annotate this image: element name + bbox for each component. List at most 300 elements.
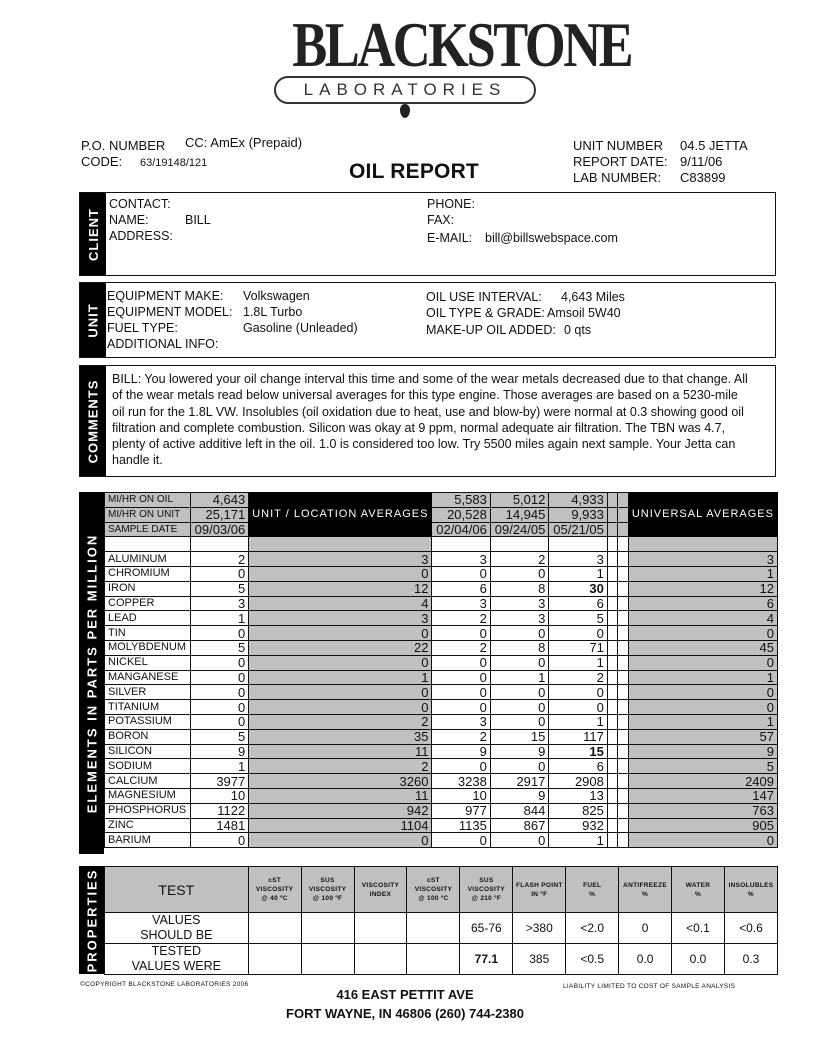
lab-number-value: C83899: [680, 170, 726, 185]
header-line: VISCOSITY: [414, 886, 453, 893]
po-number-label: P.O. NUMBER: [81, 138, 166, 153]
sample-3-value: 3: [490, 596, 549, 611]
universal-average-value: 5: [628, 759, 777, 774]
sample-4-value: 2: [549, 670, 608, 685]
sample-1-date: 02/04/06: [432, 522, 490, 537]
sample-2-value: 10: [432, 788, 490, 803]
sample-4-value: 1: [549, 714, 608, 729]
header-line: @ 40 ºC: [261, 895, 288, 902]
element-row: [105, 788, 778, 803]
sample-6-value: [618, 596, 629, 611]
sample-6-value: [618, 581, 629, 596]
sample-6-value: [618, 818, 629, 833]
element-row: [105, 655, 778, 670]
sample-5-value: [607, 552, 617, 567]
sample-3-value: 8: [490, 640, 549, 655]
property-column-header: [248, 867, 301, 913]
sample-4-value: 1: [549, 655, 608, 670]
property-value: [301, 944, 354, 975]
sample-4-mi_unit: [607, 507, 617, 522]
current-value: 10: [190, 788, 249, 803]
universal-average-value: 45: [628, 640, 777, 655]
unit-average-value: 4: [249, 596, 432, 611]
sample-6-value: [618, 611, 629, 626]
sample-3-value: 2: [490, 552, 549, 567]
unit-section: [79, 282, 776, 358]
current-sample-mi_oil: 4,643: [190, 493, 249, 508]
element-name: SILICON: [105, 744, 191, 759]
sample-2-mi_oil: 5,012: [490, 493, 549, 508]
unit-average-value: 0: [249, 833, 432, 848]
blank-cell: [249, 537, 432, 552]
sample-5-value: [607, 626, 617, 641]
makeup-oil-field: MAKE-UP OIL ADDED: 0 qts: [426, 323, 592, 337]
unit-average-value: 0: [249, 685, 432, 700]
sample-3-value: 0: [490, 655, 549, 670]
row-label: SAMPLE DATE: [105, 522, 191, 537]
property-column-header: [566, 867, 619, 913]
sample-3-value: 0: [490, 833, 549, 848]
unit-average-value: 3260: [249, 774, 432, 789]
property-value: [407, 913, 460, 944]
tested-row: [105, 944, 778, 975]
sample-4-value: 117: [549, 729, 608, 744]
header-line: SUS: [479, 877, 494, 884]
oil-drop-icon: [400, 104, 410, 118]
sample-6-value: [618, 700, 629, 715]
sample-2-value: 0: [432, 700, 490, 715]
sample-2-value: 0: [432, 655, 490, 670]
unit-average-value: 11: [249, 788, 432, 803]
element-name: TITANIUM: [105, 700, 191, 715]
sample-5-value: [607, 729, 617, 744]
sample-6-value: [618, 626, 629, 641]
property-value: <0.6: [724, 913, 777, 944]
sample-5-value: [607, 700, 617, 715]
unit-average-value: 11: [249, 744, 432, 759]
property-value: 65-76: [460, 913, 513, 944]
sample-2-value: 3238: [432, 774, 490, 789]
client-section: [79, 192, 776, 276]
client-side-label: CLIENT: [80, 193, 106, 275]
row-label: MI/HR ON UNIT: [105, 507, 191, 522]
universal-average-value: 905: [628, 818, 777, 833]
element-row: [105, 700, 778, 715]
code-value: 63/19148/121: [140, 157, 208, 169]
report-date-value: 9/11/06: [680, 154, 723, 169]
sample-3-value: 0: [490, 685, 549, 700]
property-value: <0.5: [566, 944, 619, 975]
should-be-row: [105, 913, 778, 944]
universal-average-value: 147: [628, 788, 777, 803]
sample-3-value: 0: [490, 714, 549, 729]
sample-2-value: 0: [432, 626, 490, 641]
sample-2-date: 09/24/05: [490, 522, 549, 537]
current-value: 0: [190, 685, 249, 700]
sample-2-value: 0: [432, 670, 490, 685]
header-line: @ 100 ºC: [418, 895, 449, 902]
current-value: 2: [190, 552, 249, 567]
universal-averages-header: UNIVERSAL AVERAGES: [628, 493, 777, 537]
property-value: [301, 913, 354, 944]
sample-5-value: [607, 759, 617, 774]
unit-average-value: 2: [249, 714, 432, 729]
sample-3-value: 0: [490, 566, 549, 581]
sample-3-value: 15: [490, 729, 549, 744]
header-line: VISCOSITY: [255, 886, 294, 893]
comments-side-label: COMMENTS: [80, 366, 106, 476]
current-value: 0: [190, 566, 249, 581]
sample-2-value: 2: [432, 729, 490, 744]
header-line: FLASH POINT: [515, 881, 563, 889]
current-value: 0: [190, 833, 249, 848]
sample-2-value: 977: [432, 803, 490, 818]
current-value: 3: [190, 596, 249, 611]
element-row: [105, 552, 778, 567]
sample-2-value: 2: [432, 611, 490, 626]
equipment-model-field: EQUIPMENT MODEL: 1.8L Turbo: [107, 305, 303, 319]
sample-6-value: [618, 640, 629, 655]
universal-average-value: 0: [628, 685, 777, 700]
fuel-type-field: FUEL TYPE: Gasoline (Unleaded): [107, 321, 358, 335]
element-row: [105, 774, 778, 789]
element-row: [105, 729, 778, 744]
label-line: VALUES WERE: [131, 959, 221, 973]
lab-number-row: [573, 170, 726, 186]
sample-6-value: [618, 774, 629, 789]
sample-3-value: 9: [490, 744, 549, 759]
sample-4-value: 6: [549, 759, 608, 774]
current-value: 1481: [190, 818, 249, 833]
page-title: OIL REPORT: [349, 160, 479, 183]
current-sample-mi_unit: 25,171: [190, 507, 249, 522]
property-value: [248, 944, 301, 975]
sample-5-value: [607, 655, 617, 670]
blank-cell: [490, 537, 549, 552]
sample-4-value: 932: [549, 818, 608, 833]
equipment-make-field: EQUIPMENT MAKE: Volkswagen: [107, 289, 310, 303]
universal-average-value: 0: [628, 700, 777, 715]
universal-average-value: 6: [628, 596, 777, 611]
universal-average-value: 763: [628, 803, 777, 818]
current-value: 5: [190, 729, 249, 744]
unit-average-value: 3: [249, 611, 432, 626]
current-value: 0: [190, 700, 249, 715]
header-row: [105, 493, 778, 508]
header-line: FUEL: [583, 881, 602, 889]
sample-3-value: 2917: [490, 774, 549, 789]
po-number-value: CC: AmEx (Prepaid): [185, 135, 303, 150]
universal-average-value: 57: [628, 729, 777, 744]
sample-5-value: [607, 803, 617, 818]
sample-3-value: 1: [490, 670, 549, 685]
sample-5-value: [607, 774, 617, 789]
sample-5-value: [607, 833, 617, 848]
sample-2-value: 3: [432, 714, 490, 729]
sample-4-value: 2908: [549, 774, 608, 789]
header-line: IN ºF: [531, 890, 548, 898]
blank-cell: [190, 537, 249, 552]
sample-6-value: [618, 729, 629, 744]
element-row: [105, 581, 778, 596]
property-value: [354, 913, 407, 944]
elements-section: [79, 492, 778, 854]
oil-interval-field: OIL USE INTERVAL: 4,643 Miles: [426, 290, 625, 304]
sample-3-mi_oil: 4,933: [549, 493, 608, 508]
sample-5-value: [607, 640, 617, 655]
fax-field: FAX:: [427, 213, 455, 227]
unit-average-value: 22: [249, 640, 432, 655]
element-row: [105, 640, 778, 655]
unit-side-label: UNIT: [80, 283, 106, 357]
properties-section: [79, 866, 778, 974]
sample-4-value: 0: [549, 685, 608, 700]
sample-3-value: 867: [490, 818, 549, 833]
header-line: @ 210 ºF: [471, 895, 502, 902]
property-column-header: [407, 867, 460, 913]
contact-field: CONTACT:: [109, 197, 171, 211]
sample-3-value: 9: [490, 788, 549, 803]
sample-4-value: 825: [549, 803, 608, 818]
current-value: 0: [190, 655, 249, 670]
element-row: [105, 670, 778, 685]
element-name: MOLYBDENUM: [105, 640, 191, 655]
current-sample-date: 09/03/06: [190, 522, 249, 537]
sample-5-date: [618, 522, 629, 537]
element-name: CHROMIUM: [105, 566, 191, 581]
sample-2-value: 2: [432, 640, 490, 655]
property-column-header: [513, 867, 566, 913]
blank-cell: [105, 537, 191, 552]
sample-5-value: [607, 685, 617, 700]
universal-average-value: 1: [628, 670, 777, 685]
label-line: TESTED: [151, 944, 201, 958]
element-name: TIN: [105, 626, 191, 641]
logo-tagline: LABORATORIES: [274, 76, 536, 104]
element-name: ZINC: [105, 818, 191, 833]
sample-1-mi_oil: 5,583: [432, 493, 490, 508]
element-name: IRON: [105, 581, 191, 596]
sample-4-value: 30: [549, 581, 608, 596]
label-line: VALUES: [152, 913, 201, 927]
current-value: 0: [190, 714, 249, 729]
property-value: 385: [513, 944, 566, 975]
element-name: CALCIUM: [105, 774, 191, 789]
sample-4-value: 71: [549, 640, 608, 655]
current-value: 9: [190, 744, 249, 759]
blank-cell: [549, 537, 608, 552]
sample-5-value: [607, 714, 617, 729]
header-line: %: [589, 890, 596, 898]
blackstone-logo: [255, 9, 632, 118]
element-row: [105, 714, 778, 729]
sample-5-mi_oil: [618, 493, 629, 508]
header-line: VISCOSITY: [361, 881, 400, 889]
element-name: NICKEL: [105, 655, 191, 670]
email-field: E-MAIL: bill@billswebspace.com: [427, 231, 618, 245]
property-value: 0.0: [619, 944, 672, 975]
universal-average-value: 2409: [628, 774, 777, 789]
unit-number-row: [573, 138, 748, 154]
header-line: %: [642, 890, 649, 898]
element-name: MANGANESE: [105, 670, 191, 685]
sample-5-value: [607, 818, 617, 833]
sample-3-value: 0: [490, 700, 549, 715]
test-header: TEST: [105, 867, 249, 913]
sample-3-value: 3: [490, 611, 549, 626]
sample-2-value: 9: [432, 744, 490, 759]
sample-6-value: [618, 759, 629, 774]
unit-average-value: 1: [249, 670, 432, 685]
property-value: <0.1: [672, 913, 725, 944]
element-row: [105, 566, 778, 581]
property-value: [407, 944, 460, 975]
element-name: ALUMINUM: [105, 552, 191, 567]
element-row: [105, 759, 778, 774]
unit-average-value: 942: [249, 803, 432, 818]
phone-field: PHONE:: [427, 197, 475, 211]
sample-5-value: [607, 596, 617, 611]
sample-1-mi_unit: 20,528: [432, 507, 490, 522]
sample-3-value: 0: [490, 626, 549, 641]
element-row: [105, 611, 778, 626]
code-label: CODE:: [81, 154, 123, 169]
copyright-text: ©COPYRIGHT BLACKSTONE LABORATORIES 2006: [80, 981, 249, 988]
property-value: [354, 944, 407, 975]
sample-5-value: [607, 744, 617, 759]
universal-average-value: 0: [628, 833, 777, 848]
header-line: WATER: [685, 881, 711, 889]
sample-6-value: [618, 566, 629, 581]
sample-4-value: 1: [549, 833, 608, 848]
sample-4-value: 15: [549, 744, 608, 759]
unit-average-value: 35: [249, 729, 432, 744]
unit-average-value: 1104: [249, 818, 432, 833]
universal-average-value: 12: [628, 581, 777, 596]
header-line: VISCOSITY: [467, 886, 506, 893]
universal-average-value: 9: [628, 744, 777, 759]
current-value: 1122: [190, 803, 249, 818]
sample-4-value: 13: [549, 788, 608, 803]
element-row: [105, 803, 778, 818]
sample-2-value: 0: [432, 833, 490, 848]
comments-text: BILL: You lowered your oil change interval this time and some of the wear metals decreased due to that change. All of the wear metals read below universal averages for this type engine. Those averages are based on a 5230-mile oil run for the 1.8L VW. Insolubles (oil oxidation due to heat, use and blow-by) were normal at 0.3 showing good oil filtration and complete combustion. Silicon was okay at 9 ppm, normal adequate air filtration. The TBN was 4.7, plenty of active additive left in the oil. 1.0 is considered too low. Try 5500 miles again next sample. Your Jetta can handle it.: [112, 372, 748, 468]
sample-4-value: 3: [549, 552, 608, 567]
property-column-header: [354, 867, 407, 913]
comments-section: [79, 365, 776, 477]
element-row: [105, 744, 778, 759]
unit-average-value: 3: [249, 552, 432, 567]
liability-text: LIABILITY LIMITED TO COST OF SAMPLE ANALYSIS: [563, 983, 736, 990]
universal-average-value: 0: [628, 626, 777, 641]
additional-info-field: ADDITIONAL INFO:: [107, 337, 219, 351]
elements-side-label: ELEMENTS IN PARTS PER MILLION: [79, 492, 104, 854]
sample-6-value: [618, 670, 629, 685]
blank-cell: [618, 537, 629, 552]
element-name: SODIUM: [105, 759, 191, 774]
properties-table: [104, 866, 778, 975]
header-line: @ 100 ºF: [312, 895, 343, 902]
current-value: 5: [190, 640, 249, 655]
current-value: 1: [190, 611, 249, 626]
sample-3-value: 0: [490, 759, 549, 774]
unit-number-label: UNIT NUMBER: [573, 138, 664, 153]
sample-5-mi_unit: [618, 507, 629, 522]
header-line: cST: [427, 877, 440, 884]
sample-4-value: 1: [549, 566, 608, 581]
sample-3-date: 05/21/05: [549, 522, 608, 537]
row-label: MI/HR ON OIL: [105, 493, 191, 508]
unit-average-value: 12: [249, 581, 432, 596]
blank-cell: [432, 537, 490, 552]
po-number-row: [81, 135, 303, 154]
sample-5-value: [607, 788, 617, 803]
header-line: %: [747, 890, 755, 898]
header-line: ANTIFREEZE: [623, 881, 667, 889]
element-name: BORON: [105, 729, 191, 744]
property-value: 77.1: [460, 944, 513, 975]
sample-4-value: 5: [549, 611, 608, 626]
sample-2-value: 1135: [432, 818, 490, 833]
sample-2-value: 0: [432, 685, 490, 700]
sample-2-value: 0: [432, 759, 490, 774]
unit-average-value: 2: [249, 759, 432, 774]
sample-2-value: 3: [432, 596, 490, 611]
sample-4-value: 0: [549, 700, 608, 715]
element-name: SILVER: [105, 685, 191, 700]
property-column-header: [301, 867, 354, 913]
universal-average-value: 3: [628, 552, 777, 567]
row-label: [105, 944, 249, 975]
current-value: 0: [190, 670, 249, 685]
element-name: LEAD: [105, 611, 191, 626]
address-line-1: 416 EAST PETTIT AVE: [336, 987, 474, 1002]
label-line: SHOULD BE: [140, 928, 213, 942]
sample-3-mi_unit: 9,933: [549, 507, 608, 522]
report-date-label: REPORT DATE:: [573, 154, 668, 169]
sample-6-value: [618, 788, 629, 803]
unit-average-value: 0: [249, 626, 432, 641]
sample-4-date: [607, 522, 617, 537]
element-row: [105, 626, 778, 641]
sample-3-value: 844: [490, 803, 549, 818]
sample-2-value: 0: [432, 566, 490, 581]
element-row: [105, 685, 778, 700]
property-value: 0.3: [724, 944, 777, 975]
sample-2-value: 6: [432, 581, 490, 596]
lab-number-label: LAB NUMBER:: [573, 170, 662, 185]
spacer-row: [105, 537, 778, 552]
blank-cell: [607, 537, 617, 552]
header-line: VISCOSITY: [308, 886, 347, 893]
property-column-header: [460, 867, 513, 913]
sample-4-value: 0: [549, 626, 608, 641]
sample-6-value: [618, 833, 629, 848]
sample-2-value: 3: [432, 552, 490, 567]
code-row: [81, 154, 207, 171]
unit-number-value: 04.5 JETTA: [680, 138, 748, 153]
property-value: 0: [619, 913, 672, 944]
properties-header-row: [105, 867, 778, 913]
element-row: [105, 833, 778, 848]
sample-3-value: 8: [490, 581, 549, 596]
sample-4-value: 6: [549, 596, 608, 611]
element-name: BARIUM: [105, 833, 191, 848]
element-name: PHOSPHORUS: [105, 803, 191, 818]
sample-5-value: [607, 611, 617, 626]
address-field: ADDRESS:: [109, 229, 173, 243]
unit-average-value: 0: [249, 655, 432, 670]
